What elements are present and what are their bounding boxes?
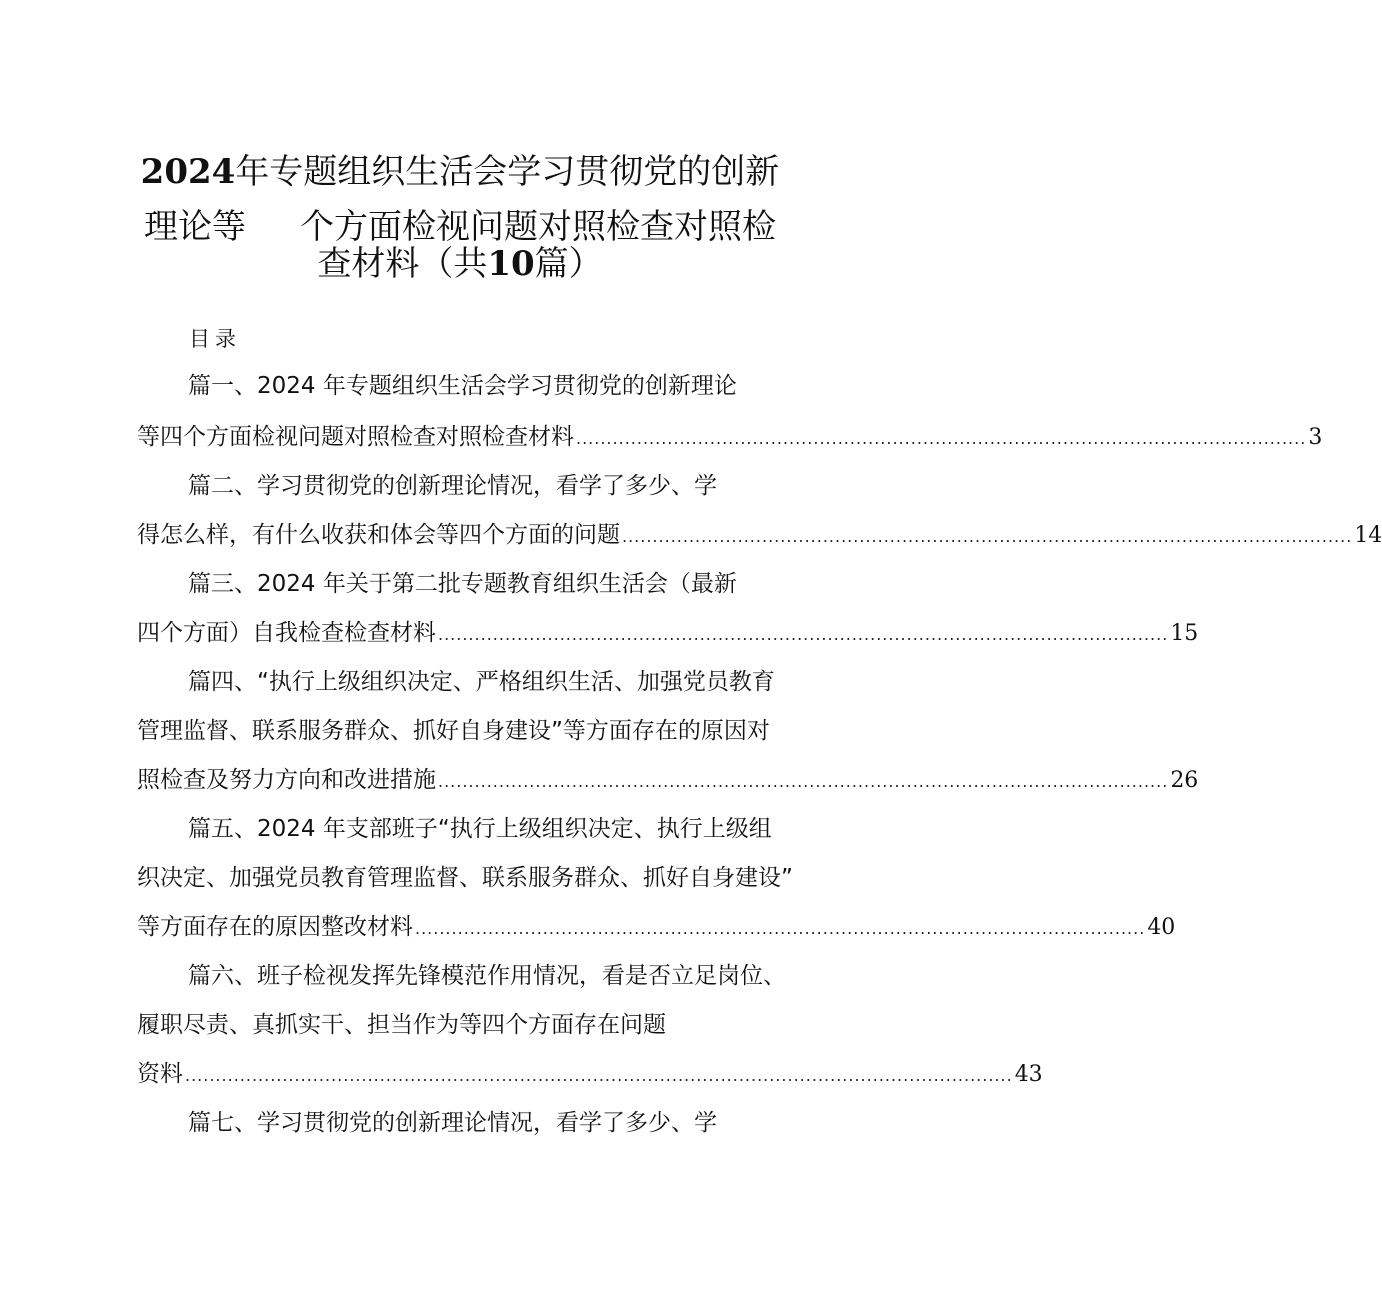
toc-entry-1-page: 3 (1308, 425, 1323, 450)
toc-entry-2-last-line[interactable] (137, 520, 1382, 552)
toc-entry-6-line-1[interactable]: 篇六、班子检视发挥先锋模范作用情况，看是否立足岗位、 (188, 963, 786, 989)
toc-entry-3-last-text: 四个方面）自我检查检查材料 (137, 620, 436, 646)
title-line-2a: 理论等 (144, 207, 246, 247)
toc-entry-2-line-1[interactable]: 篇二、学习贯彻党的创新理论情况，看学了多少、学 (188, 473, 717, 499)
title-line-1-text: 年专题组织生活会学习贯彻党的创新 (235, 152, 780, 192)
toc-entry-6-last-text: 资料 (137, 1061, 183, 1087)
toc-entry-6-page: 43 (1014, 1062, 1043, 1087)
title-year: 2024 (140, 152, 236, 192)
title-line-2b: 个方面检视问题对照检查对照检 (300, 207, 776, 247)
toc-entry-1-line-1[interactable]: 篇一、2024 年专题组织生活会学习贯彻党的创新理论 (188, 373, 737, 399)
toc-entry-7-line-1[interactable]: 篇七、学习贯彻党的创新理论情况，看学了多少、学 (188, 1110, 717, 1136)
toc-dot-leader: ........................................................................................................................ (438, 772, 1169, 791)
title-line-3a: 查材料（共 (317, 244, 488, 284)
toc-entry-5-line-2[interactable]: 织决定、加强党员教育管理监督、联系服务群众、抓好自身建设” (137, 865, 793, 891)
toc-dot-leader: ........................................................................................................................ (576, 429, 1307, 448)
toc-entry-2-page: 14 (1354, 523, 1382, 548)
toc-entry-5-last-text: 等方面存在的原因整改材料 (137, 914, 413, 940)
toc-dot-leader: ........................................................................................................................ (415, 919, 1146, 938)
document-title-line-1 (0, 150, 920, 194)
title-line-3b: 篇） (534, 244, 603, 284)
toc-entry-3-page: 15 (1170, 621, 1199, 646)
toc-entry-4-line-1[interactable]: 篇四、“执行上级组织决定、严格组织生活、加强党员教育 (188, 669, 775, 695)
toc-entry-1-last-line[interactable] (137, 422, 1323, 454)
toc-entry-3-last-line[interactable] (137, 618, 1199, 650)
title-count: 10 (487, 244, 535, 284)
toc-entry-6-last-line[interactable] (137, 1059, 1043, 1091)
toc-entry-5-page: 40 (1147, 915, 1176, 940)
toc-entry-4-page: 26 (1170, 768, 1199, 793)
toc-dot-leader: ........................................................................................................................ (438, 625, 1169, 644)
toc-entry-2-last-text: 得怎么样，有什么收获和体会等四个方面的问题 (137, 522, 620, 548)
toc-dot-leader: ........................................................................................................................ (622, 527, 1353, 546)
toc-entry-1-last-text: 等四个方面检视问题对照检查对照检查材料 (137, 424, 574, 450)
toc-entry-5-last-line[interactable] (137, 912, 1176, 944)
toc-entry-4-last-line[interactable] (137, 765, 1199, 797)
toc-entry-4-last-text: 照检查及努力方向和改进措施 (137, 767, 436, 793)
toc-entry-4-line-2[interactable]: 管理监督、联系服务群众、抓好自身建设”等方面存在的原因对 (137, 718, 770, 744)
toc-heading: 目录 (189, 327, 241, 351)
toc-entry-5-line-1[interactable]: 篇五、2024 年支部班子“执行上级组织决定、执行上级组 (188, 816, 772, 842)
toc-entry-6-line-2[interactable]: 履职尽责、真抓实干、担当作为等四个方面存在问题 (137, 1012, 666, 1038)
toc-entry-3-line-1[interactable]: 篇三、2024 年关于第二批专题教育组织生活会（最新 (188, 571, 737, 597)
toc-dot-leader: ........................................................................................................................................ (185, 1066, 1013, 1085)
document-title-line-3 (0, 242, 920, 286)
